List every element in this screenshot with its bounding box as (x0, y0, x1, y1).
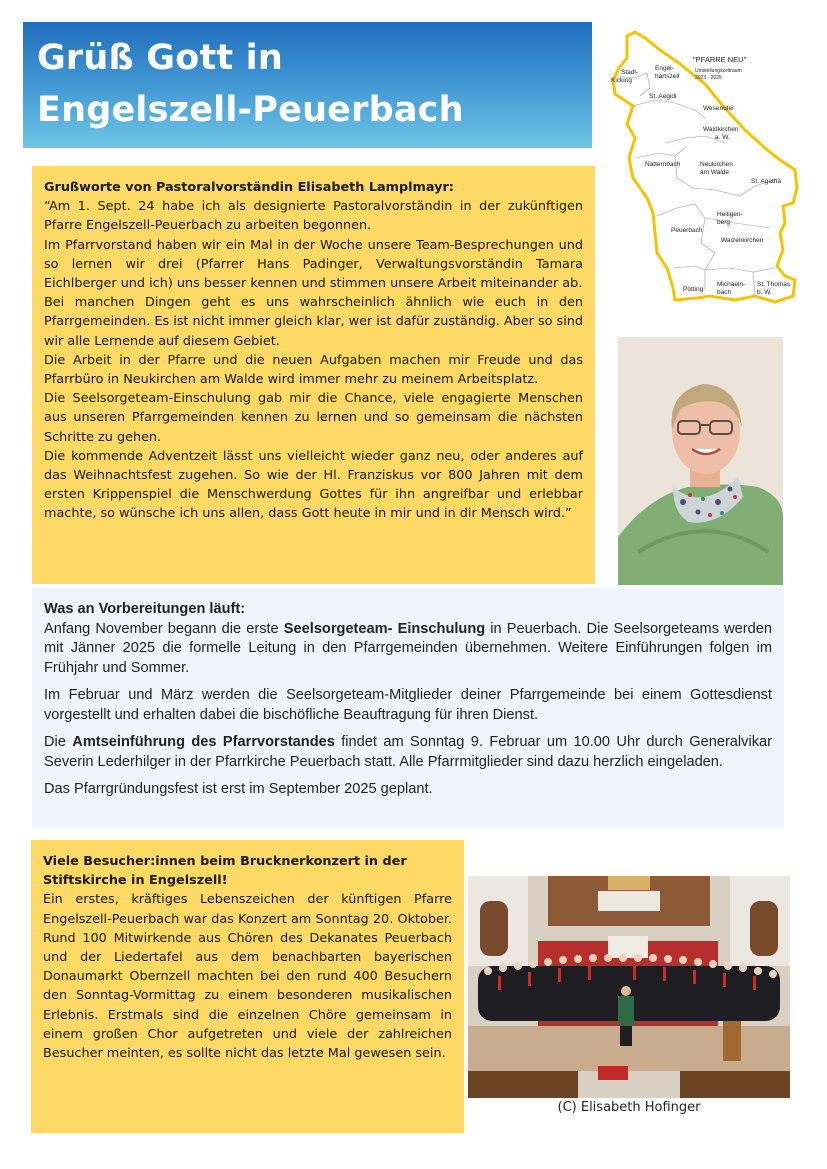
svg-text:2023 - 2025: 2023 - 2025 (695, 75, 722, 81)
svg-text:Stadl-: Stadl- (621, 69, 638, 76)
svg-text:Engel-: Engel- (655, 65, 674, 72)
greeting-paragraph: Bei manchen Dingen geht es uns wahrscheinlich ähnlich wie euch in den Pfarrgemeinden. Es ist nicht immer gleich klar, wer ist dafür zuständig. Aber so sind wir alle Lernende auf diesem Gebiet. (44, 295, 584, 349)
svg-text:Michaeln-: Michaeln- (717, 281, 746, 288)
svg-text:St. Aegidi: St. Aegidi (649, 93, 677, 100)
svg-text:Kicking: Kicking (611, 77, 632, 84)
svg-text:"PFARRE NEU": "PFARRE NEU" (693, 55, 747, 64)
svg-text:a. W.: a. W. (715, 134, 730, 141)
greeting-paragraph: Die Seelsorgeteam-Einschulung gab mir die Chance, viele engagierte Menschen aus unseren Pfarrgemeinden kennen zu lernen und so gemeinsam die nächsten Schritte zu gehen. (44, 391, 583, 445)
greeting-heading: Grußworte von Pastoralvorständin Elisabeth Lamplmayr: (44, 180, 454, 195)
svg-text:Heiligen-: Heiligen- (717, 211, 743, 218)
greeting-paragraph: Die Arbeit in der Pfarre und die neuen Aufgaben machen mir Freude und das Pfarrbüro in Neukirchen am Walde wird immer mehr zu meinem Arbeitsplatz. (44, 352, 583, 388)
svg-text:bach: bach (717, 289, 732, 296)
preparations-section (32, 588, 784, 828)
concert-heading: Viele Besucher:innen beim Brucknerkonzert in der Stiftskirche in Engelszell! (43, 854, 407, 889)
svg-text:Waldkirchen: Waldkirchen (703, 126, 739, 133)
greeting-paragraph: “Am 1. Sept. 24 habe ich als designierte Pastoralvorständin in der zukünftigen Pfarre Engelszell-Peuerbach zu arbeiten begonnen. (44, 199, 583, 234)
svg-text:Peuerbach: Peuerbach (671, 227, 703, 234)
svg-text:b. W.: b. W. (757, 289, 772, 296)
map-illustration-icon (605, 28, 803, 308)
parish-map (605, 28, 803, 308)
concert-section (31, 840, 464, 1133)
svg-text:Wesenufer: Wesenufer (703, 105, 735, 112)
svg-text:St. Agatha: St. Agatha (751, 178, 781, 185)
svg-text:Waizenkirchen: Waizenkirchen (721, 237, 764, 244)
greeting-section (32, 166, 595, 584)
preparations-paragraph-1: Anfang November begann die erste Seelsorgeteam- Einschulung in Peuerbach. Die Seelsorgeteams werden mit Jänner 2025 die formelle Leitung in den Pfarrgemeinden übernehmen. Weitere Einführungen folgen im Frühjahr und Sommer. (44, 620, 772, 676)
svg-text:Umstellungszeitraum: Umstellungszeitraum (695, 68, 742, 74)
svg-text:Neukirchen: Neukirchen (700, 161, 733, 168)
title-banner (23, 22, 592, 148)
svg-text:St. Thomas: St. Thomas (757, 281, 791, 288)
preparations-paragraph-4: Das Pfarrgründungsfest ist erst im September 2025 geplant. (44, 781, 433, 797)
preparations-paragraph-3: Die Amtseinführung des Pfarrvorstandes findet am Sonntag 9. Februar um 10.00 Uhr durch Generalvikar Severin Lederhilger in der Pfarrkirche Peuerbach statt. Alle Pfarrmitglieder sind dazu herzlich eingeladen. (44, 734, 772, 770)
svg-text:Natternbach: Natternbach (645, 161, 681, 168)
choir-concert-photo (468, 876, 790, 1098)
photo-caption: (C) Elisabeth Hofinger (557, 1100, 701, 1115)
preparations-heading: Was an Vorbereitungen läuft: (44, 601, 246, 617)
portrait-photo (618, 337, 783, 585)
svg-text:hartszell: hartszell (655, 73, 680, 80)
preparations-paragraph-2: Im Februar und März werden die Seelsorgeteam-Mitglieder deiner Pfarrgemeinde bei einem Gottesdienst vorgestellt und erhalten dabei die bischöfliche Beauftragung für ihren Dienst. (44, 687, 772, 723)
greeting-paragraph: Die kommende Adventzeit lässt uns vielleicht wieder ganz neu, oder anderes auf das Weihnachtsfest zugehen. So wie der Hl. Franziskus vor 800 Jahren mit dem ersten Krippenspiel die Menschwerdung Gottes für ihn angreifbar und erlebbar machte, so wünsche ich uns allen, dass Gott heute in mir und in dir Mensch wird.” (44, 448, 583, 522)
concert-body: Ein erstes, kräftiges Lebenszeichen der künftigen Pfarre Engelszell-Peuerbach war das Konzert am Sonntag 20. Oktober. Rund 100 Mitwirkende aus Chören des Dekanates Peuerbach und der Liedertafel aus dem benachbarten bayerischen Donaumarkt Obernzell machten bei den rund 400 Besuchern den Sonntag-Vormittag zu einem besonderen musikalischen Erlebnis. Erstmals sind die einzelnen Chöre gemeinsam in einem großen Chor aufgetreten und viele der zahlreichen Besucher meinten, es sollte nicht das letzte Mal gewesen sein. (43, 892, 452, 1062)
svg-text:am Walde: am Walde (700, 169, 730, 176)
page-title-line-2: Engelszell-Peuerbach (37, 90, 464, 130)
svg-text:Pötting: Pötting (683, 286, 704, 293)
page-title-line-1: Grüß Gott in (37, 38, 283, 78)
greeting-paragraph: Im Pfarrvorstand haben wir ein Mal in der Woche unsere Team-Besprechungen und so lernen wir drei (Pfarrer Hans Padinger, Verwaltungsvorständin Tamara Eichlberger und ich) uns besser kennen und stimmen unsere Arbeit miteinander ab. (44, 237, 583, 292)
svg-text:berg: berg (717, 219, 731, 226)
